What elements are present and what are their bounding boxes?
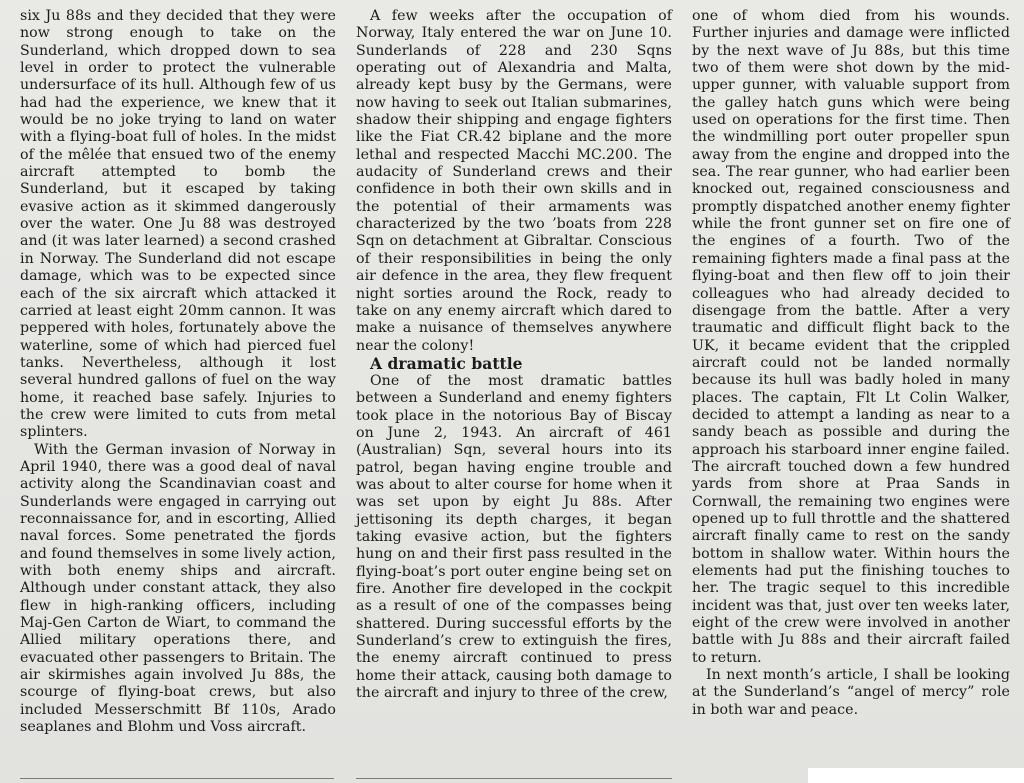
column-bottom-rule (20, 778, 334, 779)
column-bottom-rule (356, 778, 672, 779)
scan-edge-patch (808, 768, 1024, 783)
paragraph: In next month’s article, I shall be looking at the Sunderland’s “angel of mercy” role in both war and peace. (692, 667, 1010, 718)
paragraph: A few weeks after the occupation of Norway, Italy entered the war on June 10. Sunderlands of 228 and 230 Sqns operating out of Alexandria and Malta, already kept busy by the Germans, were now having to seek out Italian submarines, shadow their shipping and engage fighters like the Fiat CR.42 biplane and the more lethal and respected Macchi MC.200. The audacity of Sunderland crews and their confidence in both their own skills and in the potential of their armaments was characterized by the two ’boats from 228 Sqn on detachment at Gibraltar. Conscious of their responsibilities in being the only air defence in the area, they flew frequent night sorties around the Rock, ready to take on any enemy aircraft which dared to make a nuisance of themselves anywhere near the colony! (356, 8, 672, 354)
paragraph: six Ju 88s and they decided that they were now strong enough to take on the Sunderland, which dropped down to sea level in order to protect the vulnerable undersurface of its hull. Although few of us had had the experience, we knew that it would be no joke trying to land on water with a flying-boat full of holes. In the midst of the mêlée that ensued two of the enemy aircraft attempted to bomb the Sunderland, but it escaped by taking evasive action as it skimmed dangerously over the water. One Ju 88 was destroyed and (it was later learned) a second crashed in Norway. The Sunderland did not escape damage, which was to be expected since each of the six aircraft which attacked it carried at least eight 20mm cannon. It was peppered with holes, fortunately above the waterline, some of which had pierced fuel tanks. Nevertheless, although it lost several hundred gallons of fuel on the way home, it reached base safely. Injuries to the crew were limited to cuts from metal splinters. (20, 8, 336, 441)
paragraph: One of the most dramatic battles between a Sunderland and enemy fighters took place in the notorious Bay of Biscay on June 2, 1943. An aircraft of 461 (Australian) Sqn, several hours into its patrol, began having engine trouble and was about to alter course for home when it was set upon by eight Ju 88s. After jettisoning its depth charges, it began taking evasive action, but the fighters hung on and their first pass resulted in the flying-boat’s port outer engine being set on fire. Another fire developed in the cockpit as a result of one of the compasses being shattered. During successful efforts by the Sunderland’s crew to extinguish the fires, the enemy aircraft continued to press home their attack, causing both damage to the aircraft and injury to three of the crew, (356, 372, 672, 702)
text-column-1 (20, 8, 336, 736)
paragraph: With the German invasion of Norway in April 1940, there was a good deal of naval activity along the Scandinavian coast and Sunderlands were engaged in carrying out reconnaissance for, and in escorting, Allied naval forces. Some penetrated the fjords and found themselves in some lively action, with both enemy ships and aircraft. Although under constant attack, they also flew in high-ranking officers, including Maj-Gen Carton de Wiart, to command the Allied military operations there, and evacuated other passengers to Britain. The air skirmishes again involved Ju 88s, the scourge of flying-boat crews, but also included Messerschmitt Bf 110s, Arado seaplanes and Blohm und Voss aircraft. (20, 441, 336, 736)
section-subheading: A dramatic battle (370, 353, 523, 373)
text-column-3 (692, 8, 1010, 719)
text-column-2 (356, 8, 672, 702)
paragraph: one of whom died from his wounds. Further injuries and damage were inflicted by the next wave of Ju 88s, but this time two of them were shot down by the mid-upper gunner, with valuable support from the galley hatch guns which were being used on operations for the first time. Then the windmilling port outer propeller spun away from the engine and dropped into the sea. The rear gunner, who had earlier been knocked out, regained consciousness and promptly dispatched another enemy fighter while the front gunner set on fire one of the engines of a fourth. Two of the remaining fighters made a final pass at the flying-boat and then flew off to join their colleagues who had already decided to disengage from the battle. After a very traumatic and difficult flight back to the UK, it became evident that the crippled aircraft could not be landed normally because its hull was badly holed in many places. The captain, Flt Lt Colin Walker, decided to attempt a landing as near to a sandy beach as possible and during the approach his starboard inner engine failed. The aircraft touched down a few hundred yards from shore at Praa Sands in Cornwall, the remaining two engines were opened up to full throttle and the shattered aircraft finally came to rest on the sandy bottom in shallow water. Within hours the elements had put the finishing touches to her. The tragic sequel to this incredible incident was that, just over ten weeks later, eight of the crew were involved in another battle with Ju 88s and their aircraft failed to return. (692, 8, 1010, 666)
